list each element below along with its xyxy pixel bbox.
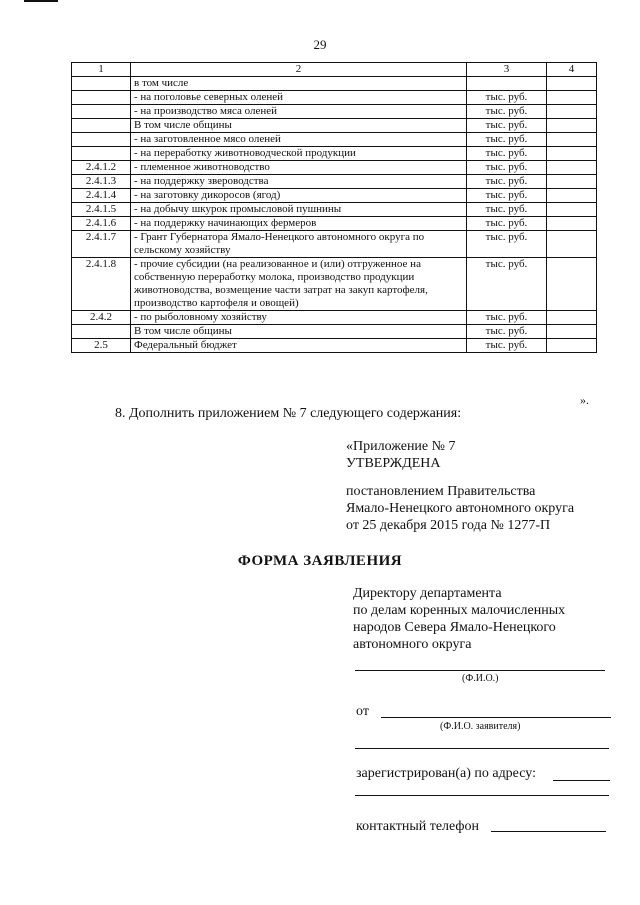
applicant-line[interactable]: [381, 717, 611, 718]
row-value: [547, 105, 597, 119]
address-label: зарегистрирован(а) по адресу:: [356, 766, 536, 781]
row-value: [547, 203, 597, 217]
table-row: [72, 161, 597, 175]
row-value: [547, 119, 597, 133]
row-code: 2.4.1.8: [72, 258, 131, 311]
phone-label: контактный телефон: [356, 819, 479, 834]
row-unit: тыс. руб.: [467, 217, 547, 231]
addressee-line-1: Директору департамента: [353, 586, 502, 601]
appendix-number: «Приложение № 7: [346, 439, 456, 454]
table-row: [72, 77, 597, 91]
row-unit: тыс. руб.: [467, 189, 547, 203]
phone-line[interactable]: [491, 831, 606, 832]
row-label: - на производство мяса оленей: [131, 105, 467, 119]
row-unit: тыс. руб.: [467, 161, 547, 175]
addressee-line-2: по делам коренных малочисленных: [353, 603, 566, 618]
item-8-text: 8. Дополнить приложением № 7 следующего содержания:: [115, 406, 462, 421]
row-code: [72, 91, 131, 105]
table-row: [72, 175, 597, 189]
row-code: 2.4.1.7: [72, 231, 131, 258]
row-value: [547, 133, 597, 147]
row-code: 2.4.1.2: [72, 161, 131, 175]
row-label: - по рыболовному хозяйству: [131, 311, 467, 325]
fio-line[interactable]: [355, 670, 605, 671]
row-unit: тыс. руб.: [467, 91, 547, 105]
row-label: - на поддержку звероводства: [131, 175, 467, 189]
appendix-date: от 25 декабря 2015 года № 1277-П: [346, 518, 551, 533]
row-code: 2.5: [72, 339, 131, 353]
row-value: [547, 311, 597, 325]
row-label: - Грант Губернатора Ямало-Ненецкого автономного округа по сельскому хозяйству: [131, 231, 467, 258]
row-label: - на переработку животноводческой продукции: [131, 147, 467, 161]
row-label: Федеральный бюджет: [131, 339, 467, 353]
from-label: от: [356, 704, 369, 719]
row-value: [547, 189, 597, 203]
appendix-approved: УТВЕРЖДЕНА: [346, 456, 441, 471]
row-value: [547, 77, 597, 91]
table-row: [72, 231, 597, 258]
row-code: 2.4.1.4: [72, 189, 131, 203]
row-value: [547, 231, 597, 258]
row-value: [547, 217, 597, 231]
table-row: [72, 339, 597, 353]
row-unit: тыс. руб.: [467, 258, 547, 311]
row-unit: тыс. руб.: [467, 325, 547, 339]
row-code: 2.4.1.5: [72, 203, 131, 217]
row-unit: тыс. руб.: [467, 119, 547, 133]
row-value: [547, 175, 597, 189]
addressee-line-4: автономного округа: [353, 637, 472, 652]
top-rule: [24, 0, 58, 2]
addressee-line-3: народов Севера Ямало-Ненецкого: [353, 620, 556, 635]
table-header-row: [72, 63, 597, 77]
address-line-1[interactable]: [553, 780, 610, 781]
row-code: [72, 119, 131, 133]
row-code: 2.4.2: [72, 311, 131, 325]
row-unit: тыс. руб.: [467, 311, 547, 325]
row-unit: тыс. руб.: [467, 147, 547, 161]
table-row: [72, 258, 597, 311]
row-label: - на поголовье северных оленей: [131, 91, 467, 105]
row-code: [72, 105, 131, 119]
table-row: [72, 119, 597, 133]
table-row: [72, 105, 597, 119]
closing-quote: ».: [580, 393, 589, 407]
applicant-caption: (Ф.И.О. заявителя): [440, 721, 521, 732]
row-code: [72, 77, 131, 91]
row-unit: тыс. руб.: [467, 105, 547, 119]
row-label: в том числе: [131, 77, 467, 91]
table-row: [72, 203, 597, 217]
row-value: [547, 147, 597, 161]
table-row: [72, 217, 597, 231]
row-label: - на заготовку дикоросов (ягод): [131, 189, 467, 203]
row-code: [72, 147, 131, 161]
row-unit: тыс. руб.: [467, 175, 547, 189]
row-unit: тыс. руб.: [467, 203, 547, 217]
row-value: [547, 325, 597, 339]
header-col-3: 3: [467, 63, 547, 77]
table-row: [72, 311, 597, 325]
row-unit: тыс. руб.: [467, 339, 547, 353]
row-unit: тыс. руб.: [467, 231, 547, 258]
row-value: [547, 339, 597, 353]
row-value: [547, 161, 597, 175]
header-col-4: 4: [547, 63, 597, 77]
table-row: [72, 325, 597, 339]
row-code: [72, 325, 131, 339]
row-label: - на добычу шкурок промысловой пушнины: [131, 203, 467, 217]
row-value: [547, 258, 597, 311]
row-code: 2.4.1.6: [72, 217, 131, 231]
address-line-2[interactable]: [355, 795, 609, 796]
row-label: В том числе общины: [131, 325, 467, 339]
row-code: [72, 133, 131, 147]
row-label: - на заготовленное мясо оленей: [131, 133, 467, 147]
budget-table: [71, 62, 597, 353]
row-label: В том числе общины: [131, 119, 467, 133]
appendix-government: Ямало-Ненецкого автономного округа: [346, 501, 575, 516]
header-col-1: 1: [72, 63, 131, 77]
table-row: [72, 133, 597, 147]
row-code: 2.4.1.3: [72, 175, 131, 189]
table-row: [72, 147, 597, 161]
row-label: - на поддержку начинающих фермеров: [131, 217, 467, 231]
table-row: [72, 91, 597, 105]
applicant-line-2[interactable]: [355, 748, 609, 749]
row-value: [547, 91, 597, 105]
fio-caption: (Ф.И.О.): [462, 673, 499, 684]
row-label: - прочие субсидии (на реализованное и (или) отгруженное на собственную переработку молока, производство продукции животноводства, возмещение части затрат на закуп картофеля, производство картофеля и овощей): [131, 258, 467, 311]
header-col-2: 2: [131, 63, 467, 77]
appendix-decree: постановлением Правительства: [346, 484, 536, 499]
table-row: [72, 189, 597, 203]
form-title: ФОРМА ЗАЯВЛЕНИЯ: [237, 553, 403, 569]
row-unit: [467, 77, 547, 91]
row-label: - племенное животноводство: [131, 161, 467, 175]
page-number: 29: [313, 37, 327, 52]
row-unit: тыс. руб.: [467, 133, 547, 147]
